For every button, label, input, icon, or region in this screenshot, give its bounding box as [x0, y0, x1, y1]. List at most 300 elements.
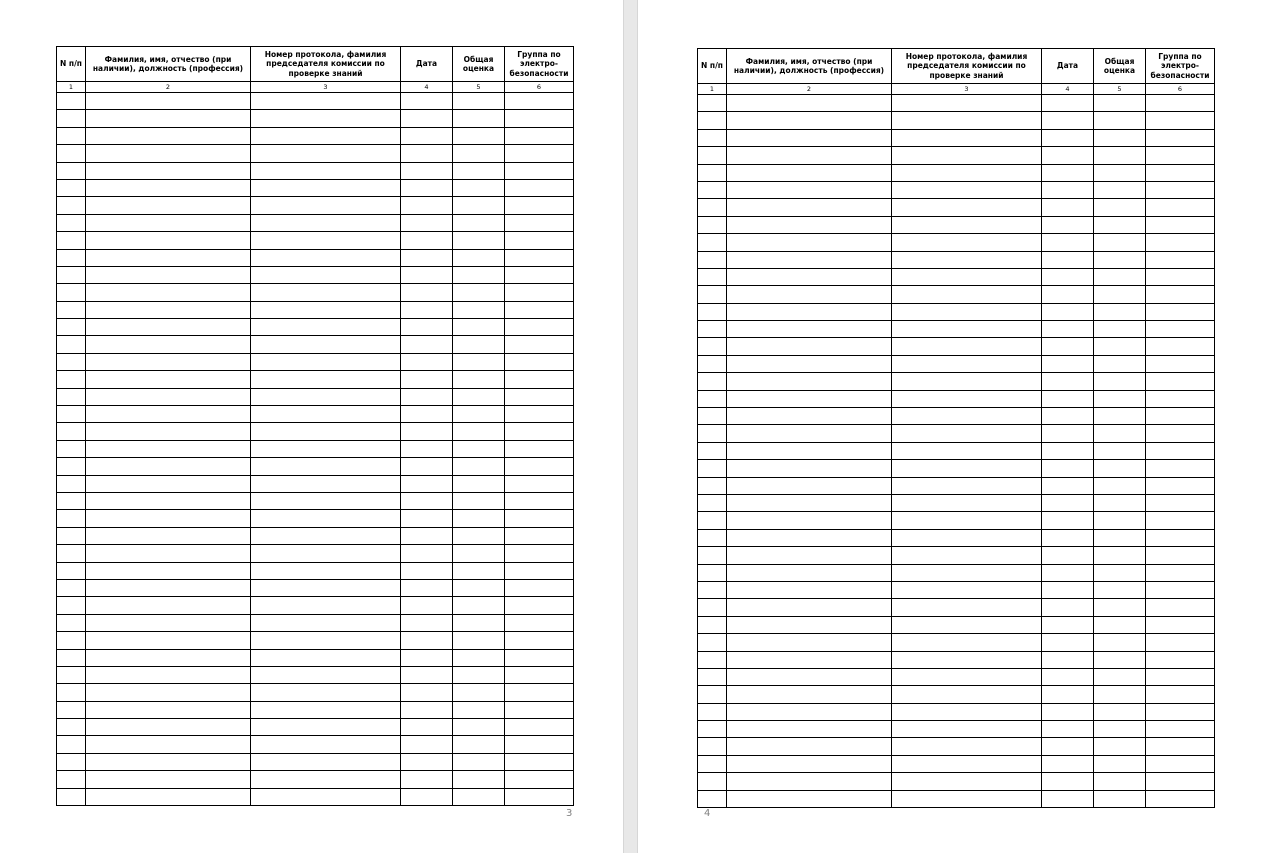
table-cell[interactable]: [727, 251, 892, 268]
table-cell[interactable]: [86, 719, 251, 736]
table-cell[interactable]: [1146, 494, 1215, 511]
table-cell[interactable]: [1146, 355, 1215, 372]
table-cell[interactable]: [505, 632, 574, 649]
table-cell[interactable]: [251, 127, 401, 144]
table-cell[interactable]: [727, 321, 892, 338]
table-cell[interactable]: [1146, 738, 1215, 755]
table-cell[interactable]: [453, 266, 505, 283]
table-cell[interactable]: [505, 162, 574, 179]
table-cell[interactable]: [57, 753, 86, 770]
table-cell[interactable]: [401, 110, 453, 127]
table-cell[interactable]: [505, 249, 574, 266]
table-cell[interactable]: [1094, 95, 1146, 112]
table-cell[interactable]: [57, 492, 86, 509]
table-cell[interactable]: [727, 355, 892, 372]
table-cell[interactable]: [1094, 373, 1146, 390]
table-cell[interactable]: [251, 110, 401, 127]
table-cell[interactable]: [86, 614, 251, 631]
table-cell[interactable]: [401, 666, 453, 683]
table-cell[interactable]: [251, 440, 401, 457]
table-cell[interactable]: [86, 736, 251, 753]
table-cell[interactable]: [86, 510, 251, 527]
table-cell[interactable]: [698, 773, 727, 790]
table-cell[interactable]: [698, 529, 727, 546]
table-cell[interactable]: [86, 597, 251, 614]
table-cell[interactable]: [892, 634, 1042, 651]
table-cell[interactable]: [1094, 512, 1146, 529]
table-cell[interactable]: [57, 423, 86, 440]
table-cell[interactable]: [727, 512, 892, 529]
table-cell[interactable]: [57, 475, 86, 492]
table-cell[interactable]: [727, 425, 892, 442]
table-cell[interactable]: [1146, 581, 1215, 598]
table-cell[interactable]: [505, 492, 574, 509]
table-cell[interactable]: [1146, 477, 1215, 494]
table-cell[interactable]: [505, 93, 574, 110]
table-cell[interactable]: [1094, 547, 1146, 564]
table-cell[interactable]: [57, 666, 86, 683]
table-cell[interactable]: [57, 266, 86, 283]
table-cell[interactable]: [727, 616, 892, 633]
table-cell[interactable]: [401, 162, 453, 179]
table-cell[interactable]: [892, 425, 1042, 442]
table-cell[interactable]: [505, 545, 574, 562]
table-cell[interactable]: [1146, 599, 1215, 616]
table-cell[interactable]: [86, 127, 251, 144]
table-cell[interactable]: [251, 179, 401, 196]
table-cell[interactable]: [892, 303, 1042, 320]
table-cell[interactable]: [453, 492, 505, 509]
table-cell[interactable]: [1042, 129, 1094, 146]
table-cell[interactable]: [251, 649, 401, 666]
table-cell[interactable]: [892, 529, 1042, 546]
table-cell[interactable]: [86, 145, 251, 162]
table-cell[interactable]: [1146, 234, 1215, 251]
table-cell[interactable]: [453, 545, 505, 562]
table-cell[interactable]: [505, 127, 574, 144]
table-cell[interactable]: [1094, 738, 1146, 755]
table-cell[interactable]: [1094, 651, 1146, 668]
table-cell[interactable]: [505, 371, 574, 388]
table-cell[interactable]: [1042, 338, 1094, 355]
table-cell[interactable]: [251, 666, 401, 683]
table-cell[interactable]: [505, 145, 574, 162]
table-cell[interactable]: [453, 684, 505, 701]
table-cell[interactable]: [453, 510, 505, 527]
table-cell[interactable]: [1094, 668, 1146, 685]
table-cell[interactable]: [727, 686, 892, 703]
table-cell[interactable]: [727, 773, 892, 790]
table-cell[interactable]: [727, 164, 892, 181]
table-cell[interactable]: [1146, 668, 1215, 685]
table-cell[interactable]: [505, 719, 574, 736]
table-cell[interactable]: [57, 527, 86, 544]
table-cell[interactable]: [727, 442, 892, 459]
table-cell[interactable]: [698, 686, 727, 703]
table-cell[interactable]: [698, 390, 727, 407]
table-cell[interactable]: [453, 440, 505, 457]
table-cell[interactable]: [1094, 616, 1146, 633]
table-cell[interactable]: [892, 268, 1042, 285]
table-cell[interactable]: [505, 110, 574, 127]
table-cell[interactable]: [453, 197, 505, 214]
table-cell[interactable]: [892, 442, 1042, 459]
table-cell[interactable]: [698, 668, 727, 685]
table-cell[interactable]: [1146, 721, 1215, 738]
table-cell[interactable]: [892, 512, 1042, 529]
table-cell[interactable]: [1094, 129, 1146, 146]
table-cell[interactable]: [251, 719, 401, 736]
table-cell[interactable]: [57, 110, 86, 127]
table-cell[interactable]: [401, 301, 453, 318]
table-cell[interactable]: [505, 562, 574, 579]
table-cell[interactable]: [727, 216, 892, 233]
table-cell[interactable]: [453, 284, 505, 301]
table-cell[interactable]: [86, 649, 251, 666]
table-cell[interactable]: [505, 614, 574, 631]
table-cell[interactable]: [1146, 95, 1215, 112]
table-cell[interactable]: [505, 301, 574, 318]
table-cell[interactable]: [727, 547, 892, 564]
table-cell[interactable]: [251, 597, 401, 614]
table-cell[interactable]: [1094, 268, 1146, 285]
table-cell[interactable]: [1094, 199, 1146, 216]
table-cell[interactable]: [401, 179, 453, 196]
table-cell[interactable]: [505, 771, 574, 788]
table-cell[interactable]: [727, 494, 892, 511]
table-cell[interactable]: [57, 562, 86, 579]
table-cell[interactable]: [727, 147, 892, 164]
table-cell[interactable]: [1094, 477, 1146, 494]
table-cell[interactable]: [86, 110, 251, 127]
table-cell[interactable]: [892, 129, 1042, 146]
table-cell[interactable]: [1146, 512, 1215, 529]
table-cell[interactable]: [892, 147, 1042, 164]
table-cell[interactable]: [401, 597, 453, 614]
table-cell[interactable]: [892, 164, 1042, 181]
table-cell[interactable]: [1094, 755, 1146, 772]
table-cell[interactable]: [57, 127, 86, 144]
table-cell[interactable]: [57, 93, 86, 110]
table-cell[interactable]: [401, 197, 453, 214]
table-cell[interactable]: [453, 736, 505, 753]
table-cell[interactable]: [698, 477, 727, 494]
table-cell[interactable]: [86, 475, 251, 492]
table-cell[interactable]: [1146, 686, 1215, 703]
table-cell[interactable]: [1146, 129, 1215, 146]
table-cell[interactable]: [892, 234, 1042, 251]
table-cell[interactable]: [57, 458, 86, 475]
table-cell[interactable]: [698, 373, 727, 390]
table-cell[interactable]: [1094, 390, 1146, 407]
table-cell[interactable]: [401, 649, 453, 666]
table-cell[interactable]: [698, 721, 727, 738]
table-cell[interactable]: [1094, 321, 1146, 338]
table-cell[interactable]: [251, 492, 401, 509]
table-cell[interactable]: [251, 266, 401, 283]
table-cell[interactable]: [1146, 199, 1215, 216]
table-cell[interactable]: [453, 336, 505, 353]
table-cell[interactable]: [251, 614, 401, 631]
table-cell[interactable]: [57, 232, 86, 249]
table-cell[interactable]: [251, 753, 401, 770]
table-cell[interactable]: [698, 616, 727, 633]
table-cell[interactable]: [453, 319, 505, 336]
table-cell[interactable]: [86, 179, 251, 196]
table-cell[interactable]: [57, 336, 86, 353]
table-cell[interactable]: [505, 666, 574, 683]
table-cell[interactable]: [57, 301, 86, 318]
table-cell[interactable]: [1042, 164, 1094, 181]
table-cell[interactable]: [698, 112, 727, 129]
table-cell[interactable]: [505, 649, 574, 666]
table-cell[interactable]: [698, 442, 727, 459]
table-cell[interactable]: [1094, 790, 1146, 807]
table-cell[interactable]: [1146, 251, 1215, 268]
table-cell[interactable]: [698, 703, 727, 720]
table-cell[interactable]: [698, 95, 727, 112]
table-cell[interactable]: [1094, 529, 1146, 546]
table-cell[interactable]: [401, 475, 453, 492]
table-cell[interactable]: [453, 110, 505, 127]
table-cell[interactable]: [453, 666, 505, 683]
table-cell[interactable]: [1094, 425, 1146, 442]
table-cell[interactable]: [57, 353, 86, 370]
table-cell[interactable]: [401, 423, 453, 440]
table-cell[interactable]: [1146, 755, 1215, 772]
table-cell[interactable]: [401, 93, 453, 110]
table-cell[interactable]: [251, 336, 401, 353]
table-cell[interactable]: [892, 581, 1042, 598]
table-cell[interactable]: [698, 494, 727, 511]
table-cell[interactable]: [1094, 286, 1146, 303]
table-cell[interactable]: [892, 738, 1042, 755]
table-cell[interactable]: [57, 684, 86, 701]
table-cell[interactable]: [57, 145, 86, 162]
table-cell[interactable]: [892, 773, 1042, 790]
table-cell[interactable]: [1042, 494, 1094, 511]
table-cell[interactable]: [892, 112, 1042, 129]
table-cell[interactable]: [401, 771, 453, 788]
table-cell[interactable]: [505, 179, 574, 196]
table-cell[interactable]: [1042, 686, 1094, 703]
table-cell[interactable]: [892, 460, 1042, 477]
table-cell[interactable]: [698, 460, 727, 477]
table-cell[interactable]: [698, 286, 727, 303]
table-cell[interactable]: [1094, 564, 1146, 581]
table-cell[interactable]: [57, 249, 86, 266]
table-cell[interactable]: [86, 214, 251, 231]
table-cell[interactable]: [401, 249, 453, 266]
table-cell[interactable]: [401, 545, 453, 562]
table-cell[interactable]: [1042, 564, 1094, 581]
table-cell[interactable]: [251, 93, 401, 110]
table-cell[interactable]: [251, 162, 401, 179]
table-cell[interactable]: [698, 234, 727, 251]
table-cell[interactable]: [1094, 355, 1146, 372]
table-cell[interactable]: [727, 373, 892, 390]
table-cell[interactable]: [251, 788, 401, 805]
table-cell[interactable]: [453, 162, 505, 179]
table-cell[interactable]: [1146, 651, 1215, 668]
table-cell[interactable]: [1094, 686, 1146, 703]
table-cell[interactable]: [1042, 95, 1094, 112]
table-cell[interactable]: [698, 181, 727, 198]
table-cell[interactable]: [505, 684, 574, 701]
table-cell[interactable]: [1094, 338, 1146, 355]
table-cell[interactable]: [57, 371, 86, 388]
table-cell[interactable]: [1042, 251, 1094, 268]
table-cell[interactable]: [1042, 199, 1094, 216]
table-cell[interactable]: [1042, 547, 1094, 564]
table-cell[interactable]: [505, 266, 574, 283]
table-cell[interactable]: [401, 371, 453, 388]
table-cell[interactable]: [727, 286, 892, 303]
table-cell[interactable]: [453, 232, 505, 249]
table-cell[interactable]: [505, 388, 574, 405]
table-cell[interactable]: [892, 286, 1042, 303]
table-cell[interactable]: [86, 232, 251, 249]
table-cell[interactable]: [86, 266, 251, 283]
table-cell[interactable]: [251, 527, 401, 544]
table-cell[interactable]: [892, 616, 1042, 633]
table-cell[interactable]: [86, 197, 251, 214]
table-cell[interactable]: [86, 423, 251, 440]
table-cell[interactable]: [453, 719, 505, 736]
table-cell[interactable]: [1042, 529, 1094, 546]
table-cell[interactable]: [453, 406, 505, 423]
table-cell[interactable]: [1094, 251, 1146, 268]
table-cell[interactable]: [698, 147, 727, 164]
table-cell[interactable]: [505, 788, 574, 805]
table-cell[interactable]: [1042, 355, 1094, 372]
table-cell[interactable]: [698, 268, 727, 285]
table-cell[interactable]: [453, 597, 505, 614]
table-cell[interactable]: [401, 579, 453, 596]
table-cell[interactable]: [698, 651, 727, 668]
table-cell[interactable]: [1042, 634, 1094, 651]
table-cell[interactable]: [1146, 616, 1215, 633]
table-cell[interactable]: [892, 199, 1042, 216]
table-cell[interactable]: [57, 632, 86, 649]
table-cell[interactable]: [727, 721, 892, 738]
table-cell[interactable]: [1094, 216, 1146, 233]
table-cell[interactable]: [727, 581, 892, 598]
table-cell[interactable]: [453, 214, 505, 231]
table-cell[interactable]: [453, 562, 505, 579]
table-cell[interactable]: [57, 197, 86, 214]
table-cell[interactable]: [1146, 338, 1215, 355]
table-cell[interactable]: [892, 251, 1042, 268]
table-cell[interactable]: [505, 458, 574, 475]
table-cell[interactable]: [1042, 651, 1094, 668]
table-cell[interactable]: [86, 684, 251, 701]
table-cell[interactable]: [57, 162, 86, 179]
table-cell[interactable]: [453, 475, 505, 492]
table-cell[interactable]: [251, 232, 401, 249]
table-cell[interactable]: [86, 406, 251, 423]
table-cell[interactable]: [453, 632, 505, 649]
table-cell[interactable]: [698, 129, 727, 146]
table-cell[interactable]: [698, 738, 727, 755]
table-cell[interactable]: [86, 701, 251, 718]
table-cell[interactable]: [698, 634, 727, 651]
table-cell[interactable]: [698, 321, 727, 338]
table-cell[interactable]: [453, 649, 505, 666]
table-cell[interactable]: [401, 510, 453, 527]
table-cell[interactable]: [1042, 599, 1094, 616]
table-cell[interactable]: [1042, 303, 1094, 320]
table-cell[interactable]: [401, 701, 453, 718]
table-cell[interactable]: [57, 771, 86, 788]
table-cell[interactable]: [1146, 112, 1215, 129]
table-cell[interactable]: [401, 388, 453, 405]
table-cell[interactable]: [1094, 494, 1146, 511]
table-cell[interactable]: [505, 597, 574, 614]
table-cell[interactable]: [401, 736, 453, 753]
table-cell[interactable]: [251, 371, 401, 388]
table-cell[interactable]: [401, 614, 453, 631]
table-cell[interactable]: [1042, 477, 1094, 494]
table-cell[interactable]: [1042, 216, 1094, 233]
table-cell[interactable]: [727, 268, 892, 285]
table-cell[interactable]: [1094, 581, 1146, 598]
table-cell[interactable]: [892, 668, 1042, 685]
table-cell[interactable]: [505, 475, 574, 492]
table-cell[interactable]: [453, 249, 505, 266]
table-cell[interactable]: [892, 181, 1042, 198]
table-cell[interactable]: [1146, 773, 1215, 790]
table-cell[interactable]: [1042, 460, 1094, 477]
table-cell[interactable]: [57, 545, 86, 562]
table-cell[interactable]: [401, 719, 453, 736]
table-cell[interactable]: [505, 319, 574, 336]
table-cell[interactable]: [892, 321, 1042, 338]
table-cell[interactable]: [57, 614, 86, 631]
table-cell[interactable]: [1146, 442, 1215, 459]
table-cell[interactable]: [401, 788, 453, 805]
table-cell[interactable]: [401, 753, 453, 770]
table-cell[interactable]: [1146, 147, 1215, 164]
table-cell[interactable]: [251, 475, 401, 492]
table-cell[interactable]: [453, 145, 505, 162]
table-cell[interactable]: [1042, 581, 1094, 598]
table-cell[interactable]: [1146, 564, 1215, 581]
table-cell[interactable]: [727, 738, 892, 755]
table-cell[interactable]: [453, 93, 505, 110]
table-cell[interactable]: [401, 127, 453, 144]
table-cell[interactable]: [1146, 634, 1215, 651]
table-cell[interactable]: [727, 199, 892, 216]
table-cell[interactable]: [86, 788, 251, 805]
table-cell[interactable]: [1042, 755, 1094, 772]
table-cell[interactable]: [57, 736, 86, 753]
table-cell[interactable]: [251, 353, 401, 370]
table-cell[interactable]: [86, 666, 251, 683]
table-cell[interactable]: [1042, 373, 1094, 390]
table-cell[interactable]: [251, 406, 401, 423]
table-cell[interactable]: [1042, 112, 1094, 129]
table-cell[interactable]: [505, 701, 574, 718]
table-cell[interactable]: [86, 162, 251, 179]
table-cell[interactable]: [727, 129, 892, 146]
table-cell[interactable]: [505, 232, 574, 249]
table-cell[interactable]: [1094, 773, 1146, 790]
table-cell[interactable]: [505, 197, 574, 214]
table-cell[interactable]: [251, 145, 401, 162]
table-cell[interactable]: [86, 301, 251, 318]
table-cell[interactable]: [453, 353, 505, 370]
